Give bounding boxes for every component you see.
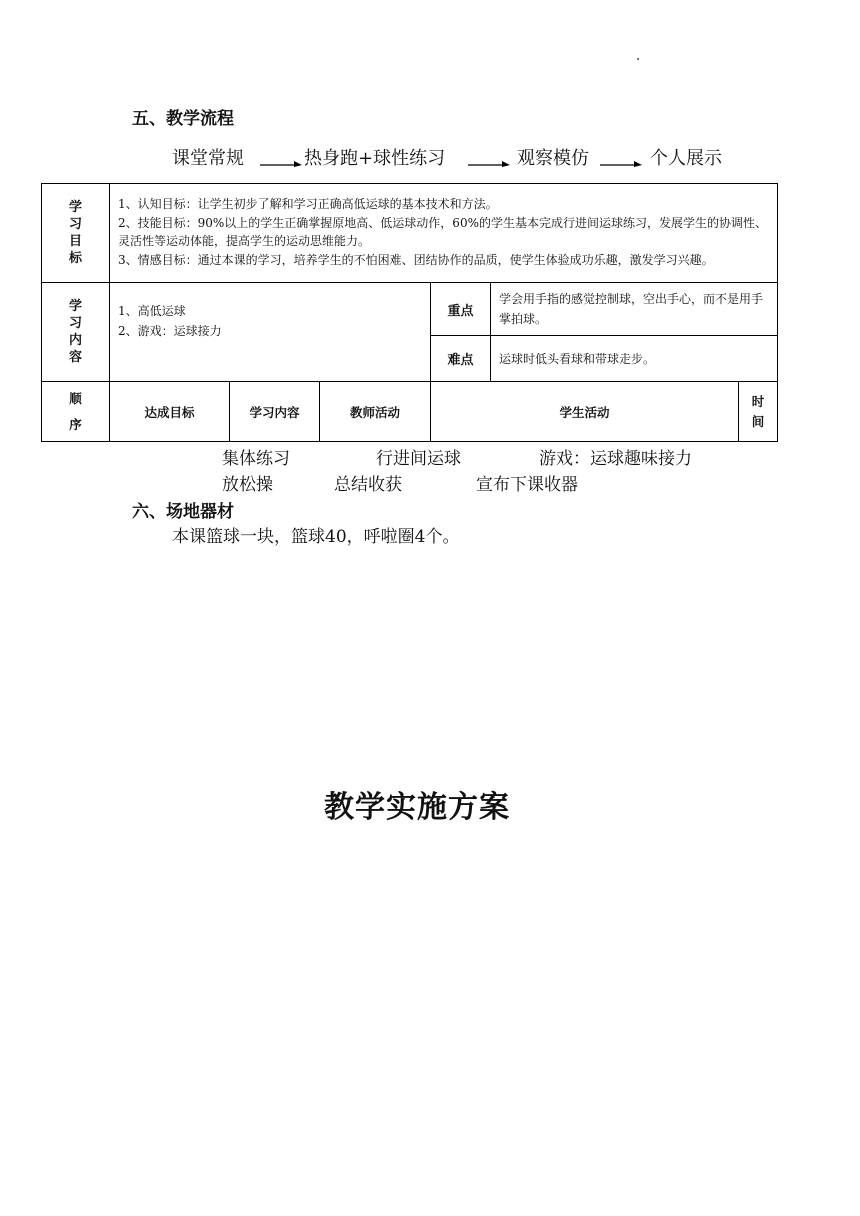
content-header: 学习内容 <box>42 283 110 382</box>
goal-item: 3、情感目标：通过本课的学习，培养学生的不怕困难、团结协作的品质，使学生体验成功乐趣，激发学习兴趣。 <box>118 252 714 267</box>
goals-header: 学习目标 <box>42 184 110 283</box>
flow2-step-2: 行进间运球 <box>376 449 461 469</box>
flow-step-1: 课堂常规 <box>172 148 244 169</box>
content-item: 1、高低运球 <box>118 304 186 318</box>
flow-arrow-icon <box>466 152 512 168</box>
content-cell <box>110 283 431 382</box>
difficulty-label: 难点 <box>431 336 491 382</box>
content-item: 2、游戏：运球接力 <box>118 324 222 338</box>
goals-cell <box>110 184 778 283</box>
key-point-text: 学会用手指的感觉控制球，空出手心，而不是用手掌拍球。 <box>491 283 778 336</box>
equipment-text: 本课篮球一块，篮球40，呼啦圈4个。 <box>172 527 460 547</box>
col-content: 学习内容 <box>230 382 320 442</box>
col-goal: 达成目标 <box>110 382 230 442</box>
content-row <box>42 283 778 336</box>
document-title: 教学实施方案 <box>324 790 510 825</box>
goal-item: 2、技能目标：90%以上的学生正确掌握原地高、低运球动作，60%的学生基本完成行进间运球练习，发展学生的协调性、灵活性等运动体能，提高学生的运动思维能力。 <box>118 215 767 248</box>
lesson-plan-table <box>41 183 778 442</box>
flow3-step-3: 宣布下课收器 <box>476 475 578 495</box>
col-time: 时间 <box>739 382 778 442</box>
flow2-step-1: 集体练习 <box>222 449 290 469</box>
section-5-heading: 五、教学流程 <box>132 109 234 129</box>
difficulty-text: 运球时低头看球和带球走步。 <box>491 336 778 382</box>
key-point-label: 重点 <box>431 283 491 336</box>
flow2-step-3: 游戏：运球趣味接力 <box>539 449 692 469</box>
col-teacher: 教师活动 <box>320 382 431 442</box>
flow-arrow-icon <box>598 152 644 168</box>
flow-step-3: 观察模仿 <box>517 148 589 169</box>
col-order: 顺序 <box>42 382 110 442</box>
col-student: 学生活动 <box>431 382 739 442</box>
flow3-step-2: 总结收获 <box>334 475 402 495</box>
flow3-step-1: 放松操 <box>222 475 273 495</box>
goals-row <box>42 184 778 283</box>
flow-step-4: 个人展示 <box>650 148 722 169</box>
flow-step-2: 热身跑+球性练习 <box>304 148 446 169</box>
stray-dot <box>637 58 639 60</box>
goal-item: 1、认知目标：让学生初步了解和学习正确高低运球的基本技术和方法。 <box>118 197 498 211</box>
column-header-row <box>42 382 778 442</box>
flow-arrow-icon <box>258 152 304 168</box>
section-6-heading: 六、场地器材 <box>132 502 234 522</box>
